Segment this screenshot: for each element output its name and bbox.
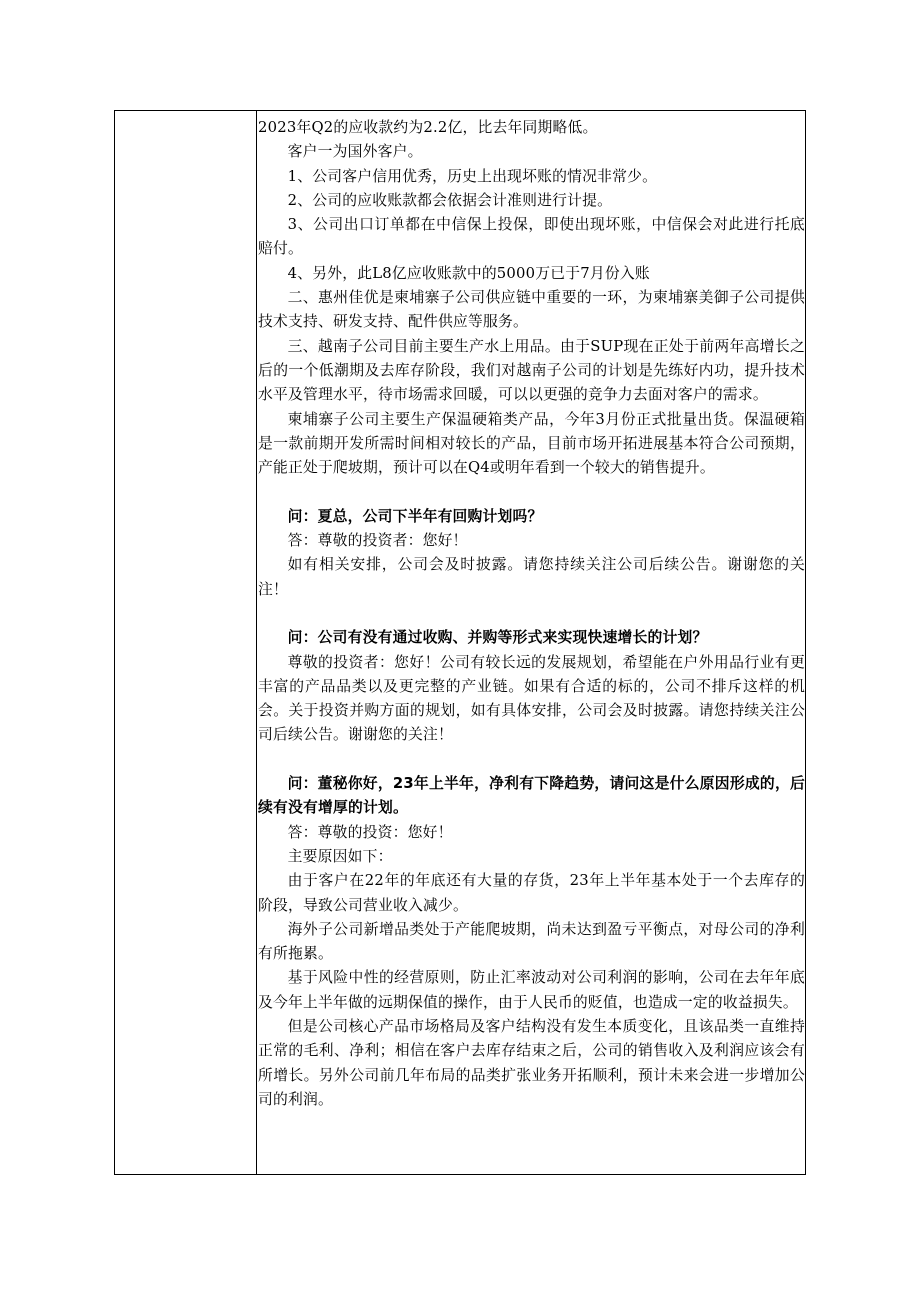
answer-2-line-1: 尊敬的投资者：您好！公司有较长远的发展规划，希望能在户外用品行业有更丰富的产品品类以及更完整的产业链。如果有合适的标的，公司不排斥这样的机会。关于投资并购方面的规划，如有具体安排，公司会及时披露。请您持续关注公司后续公告。谢谢您的关注！ [258, 653, 805, 744]
paragraph-point-4: 4、另外，此L8亿应收账款中的5000万已于7月份入账 [287, 264, 650, 282]
answer-3-line-4: 海外子公司新增品类处于产能爬坡期，尚未达到盈亏平衡点，对母公司的净利有所拖累。 [258, 920, 805, 963]
answer-3-line-5: 基于风险中性的经营原则，防止汇率波动对公司利润的影响，公司在去年年底及今年上半年做的远期保值的操作，由于人民币的贬值，也造成一定的收益损失。 [258, 969, 805, 1011]
paragraph-huizhou: 二、惠州佳优是柬埔寨子公司供应链中重要的一环，为柬埔寨美御子公司提供技术支持、研发支持、配件供应等服务。 [258, 289, 805, 331]
question-3: 问：董秘你好，23年上半年，净利有下降趋势，请问这是什么原因形成的，后续有没有增厚的计划。 [258, 775, 805, 817]
paragraph-point-1: 1、公司客户信用优秀，历史上出现坏账的情况非常少。 [287, 167, 658, 185]
spacer [258, 748, 805, 772]
paragraph-point-3: 3、公司出口订单都在中信保上投保，即使出现坏账，中信保会对此进行托底赔付。 [258, 216, 805, 258]
document-table [114, 110, 806, 1175]
paragraph-vietnam: 三、越南子公司目前主要生产水上用品。由于SUP现在正处于前两年高增长之后的一个低潮期及去库存阶段，我们对越南子公司的计划是先练好内功，提升技术水平及管理水平，待市场需求回暖，可以以更强的竞争力去面对客户的需求。 [258, 337, 805, 404]
answer-3-line-3: 由于客户在22年的年底还有大量的存货，23年上半年基本处于一个去库存的阶段，导致公司营业收入减少。 [258, 872, 805, 914]
spacer [258, 602, 805, 626]
paragraph-cambodia: 柬埔寨子公司主要生产保温硬箱类产品，今年3月份正式批量出货。保温硬箱是一款前期开发所需时间相对较长的产品，目前市场开拓进展基本符合公司预期，产能正处于爬坡期，预计可以在Q4或明年看到一个较大的销售提升。 [258, 410, 805, 477]
paragraph-receivables: 2023年Q2的应收款约为2.2亿，比去年同期略低。 [258, 119, 598, 136]
answer-1-line-2: 如有相关安排，公司会及时披露。请您持续关注公司后续公告。谢谢您的关注！ [258, 556, 805, 598]
paragraph-point-2: 2、公司的应收账款都会依据会计准则进行计提。 [287, 191, 613, 209]
question-1: 问：夏总，公司下半年有回购计划吗？ [287, 507, 543, 525]
paragraph-customer-one: 客户一为国外客户。 [287, 143, 423, 161]
answer-3-line-6: 但是公司核心产品市场格局及客户结构没有发生本质变化，且该品类一直维持正常的毛利、净利；相信在客户去库存结束之后，公司的销售收入及利润应该会有所增长。另外公司前几年布局的品类扩张业务开拓顺利，预计未来会进一步增加公司的利润。 [258, 1017, 805, 1108]
spacer [258, 480, 805, 504]
answer-1-line-1: 答：尊敬的投资者：您好！ [287, 532, 468, 550]
question-2: 问：公司有没有通过收购、并购等形式来实现快速增长的计划？ [287, 629, 708, 647]
answer-3-line-2: 主要原因如下： [287, 847, 393, 865]
table-content-cell [258, 111, 805, 1174]
answer-3-line-1: 答：尊敬的投资：您好！ [287, 823, 453, 841]
table-left-cell [115, 111, 257, 1174]
